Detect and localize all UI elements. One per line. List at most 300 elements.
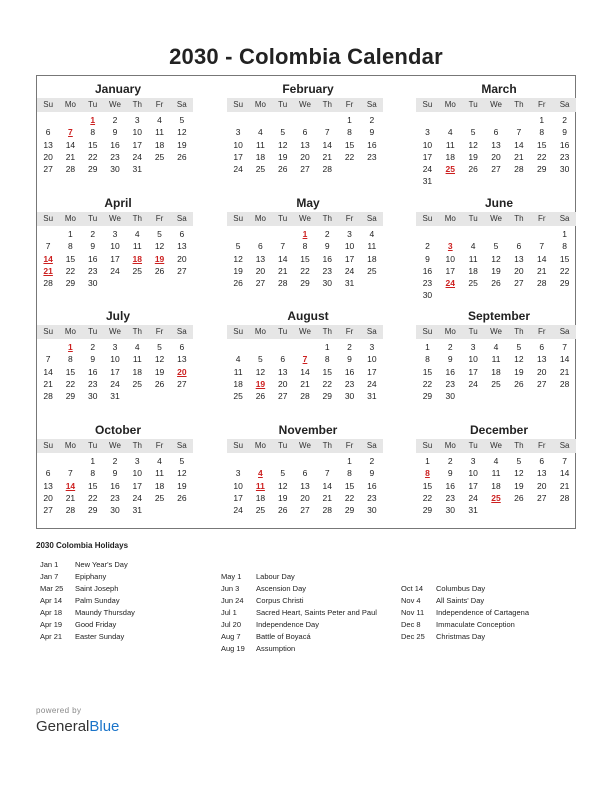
day-cell: 3 [235, 127, 241, 138]
day-cell: 12 [491, 253, 501, 264]
day-cell: 26 [154, 265, 165, 276]
day-cell: 3 [235, 468, 241, 479]
day-cell [37, 341, 59, 353]
day-cell: 10 [233, 139, 243, 150]
day-cell: 28 [277, 278, 288, 289]
weekday-header: We [490, 441, 502, 450]
day-cell: 30 [87, 278, 98, 289]
holiday-name: Saint Joseph [75, 584, 119, 593]
powered-by-text: powered by [36, 706, 82, 715]
day-cell: 19 [177, 139, 187, 150]
day-cell: 5 [157, 342, 162, 352]
day-cell: 12 [255, 366, 266, 377]
weekday-header: Su [233, 327, 244, 336]
month-january [37, 82, 193, 175]
weekday-header: Sa [176, 214, 187, 223]
holiday-name: Christmas Day [436, 632, 486, 641]
weeks [416, 114, 576, 188]
day-cell: 7 [68, 468, 73, 479]
weekday-header: Mo [254, 327, 266, 336]
week-row [37, 163, 193, 175]
day-cell: 22 [65, 378, 76, 389]
week-row [416, 480, 576, 492]
week-row [37, 341, 193, 353]
day-cell: 22 [344, 492, 355, 503]
weekday-header: Su [43, 100, 54, 109]
day-cell [462, 390, 485, 402]
day-cell: 26 [491, 278, 501, 289]
week-row [227, 139, 383, 151]
day-cell [294, 455, 316, 467]
day-cell: 19 [177, 480, 187, 491]
weekday-header: Tu [468, 100, 478, 109]
day-cell: 29 [422, 505, 433, 516]
day-cell: 24 [132, 151, 142, 162]
day-cell [104, 277, 126, 289]
month-february [227, 82, 383, 175]
day-cell [126, 277, 148, 289]
week-row [37, 492, 193, 504]
day-cell [294, 114, 316, 126]
weekday-header: We [109, 441, 121, 450]
day-cell [37, 114, 59, 126]
week-row [227, 253, 383, 265]
day-cell: 29 [65, 278, 76, 289]
day-cell: 19 [514, 366, 524, 377]
weekday-header-row [37, 98, 193, 112]
day-cell: 2 [324, 229, 330, 239]
week-row [416, 289, 576, 301]
day-cell: 4 [157, 115, 162, 125]
day-cell: 21 [65, 151, 76, 162]
day-cell [59, 114, 81, 126]
day-cell: 30 [344, 391, 355, 402]
day-cell [462, 114, 485, 126]
week-row [416, 139, 576, 151]
day-cell: 9 [447, 468, 453, 479]
weekday-header: Su [422, 214, 433, 223]
holiday-date: Dec 8 [401, 620, 421, 629]
day-cell: 23 [367, 492, 377, 503]
day-cell: 13 [491, 139, 501, 150]
day-cell [507, 175, 530, 187]
month-name: December [469, 423, 529, 437]
day-cell [37, 228, 59, 240]
calendar-grid [36, 75, 576, 529]
day-cell: 13 [300, 480, 310, 491]
weekday-header: Tu [468, 327, 478, 336]
day-cell: 6 [179, 229, 185, 239]
holiday-list-item [221, 595, 377, 607]
weekday-header: Mo [254, 100, 266, 109]
week-row [227, 353, 383, 365]
weekday-header: Tu [88, 327, 98, 336]
day-cell: 27 [536, 378, 547, 389]
day-cell: 2 [562, 115, 567, 125]
day-cell: 29 [65, 391, 76, 402]
day-cell: 14 [536, 253, 547, 264]
holiday-column-3 [401, 583, 529, 643]
day-cell: 28 [322, 505, 332, 516]
day-cell: 16 [110, 480, 120, 491]
day-cell: 5 [179, 115, 185, 125]
day-cell: 22 [422, 378, 433, 389]
day-cell: 9 [562, 127, 567, 138]
day-cell: 26 [468, 164, 478, 175]
day-cell: 3 [134, 115, 140, 125]
holiday-date: Jan 1 [40, 560, 59, 569]
holiday-list-item [221, 583, 377, 595]
day-cell: 16 [559, 139, 570, 150]
day-cell [439, 289, 462, 301]
holiday-name: Sacred Heart, Saints Peter and Paul [256, 608, 377, 617]
week-row [37, 265, 193, 277]
day-cell: 13 [43, 139, 53, 150]
day-cell: 17 [110, 253, 120, 264]
week-row [416, 366, 576, 378]
weekday-header: Th [514, 214, 524, 223]
day-cell [553, 289, 576, 301]
day-cell: 13 [536, 468, 547, 479]
weekday-header-row [416, 98, 576, 112]
day-cell: 4 [235, 354, 241, 365]
day-cell: 28 [322, 164, 332, 175]
weekday-header: Tu [468, 214, 478, 223]
day-cell: 5 [470, 127, 476, 138]
day-cell: 10 [132, 468, 142, 479]
weekday-header: Sa [176, 441, 187, 450]
day-cell: 12 [177, 127, 187, 138]
weekday-header: Fr [155, 100, 164, 109]
day-cell: 4 [447, 127, 453, 138]
weekday-header: Mo [444, 100, 456, 109]
week-row [37, 114, 193, 126]
week-row [227, 467, 383, 479]
weekday-header: We [490, 327, 502, 336]
day-cell: 11 [233, 366, 243, 377]
day-cell: 9 [90, 241, 96, 252]
weekday-header: Sa [366, 100, 377, 109]
day-cell: 14 [65, 139, 76, 150]
day-cell: 7 [539, 241, 545, 252]
day-cell: 30 [110, 164, 120, 175]
weeks [37, 341, 193, 402]
holiday-day-cell: 14 [43, 253, 53, 264]
weekday-header: Fr [155, 441, 164, 450]
holiday-list-item [221, 571, 377, 583]
day-cell: 28 [559, 378, 570, 389]
day-cell: 20 [491, 151, 501, 162]
day-cell: 11 [155, 127, 164, 138]
day-cell: 23 [322, 265, 332, 276]
holidays-title: 2030 Colombia Holidays [36, 541, 129, 550]
week-row [227, 151, 383, 163]
day-cell: 22 [559, 265, 570, 276]
month-may [227, 196, 383, 289]
day-cell: 8 [68, 354, 73, 365]
holiday-day-cell: 24 [445, 278, 456, 289]
holiday-day-cell: 19 [154, 253, 165, 264]
day-cell: 27 [514, 278, 524, 289]
day-cell: 8 [324, 354, 330, 365]
month-august [227, 309, 383, 402]
day-cell: 6 [179, 342, 185, 352]
day-cell: 16 [87, 366, 98, 377]
weekday-header: Sa [176, 100, 187, 109]
day-cell: 1 [324, 342, 330, 352]
week-row [416, 265, 576, 277]
weeks [227, 341, 383, 402]
day-cell: 11 [491, 354, 501, 365]
day-cell [507, 504, 530, 516]
day-cell: 30 [559, 164, 570, 175]
day-cell: 26 [177, 492, 187, 503]
holiday-date: Oct 14 [401, 584, 424, 593]
day-cell: 28 [65, 505, 76, 516]
month-name: September [467, 309, 531, 323]
day-cell: 17 [422, 151, 433, 162]
day-cell: 20 [300, 492, 310, 503]
day-cell: 12 [233, 253, 243, 264]
week-row [227, 240, 383, 252]
day-cell: 18 [468, 265, 478, 276]
month-name: May [296, 196, 320, 210]
day-cell: 11 [132, 241, 142, 252]
week-row [227, 126, 383, 138]
weekday-header-row [416, 212, 576, 226]
day-cell [485, 175, 508, 187]
day-cell: 12 [177, 468, 187, 479]
day-cell: 15 [87, 480, 98, 491]
day-cell: 22 [87, 492, 98, 503]
weeks [227, 455, 383, 516]
holiday-list-item [40, 583, 135, 595]
week-row [416, 240, 576, 252]
weekday-header: Tu [88, 441, 98, 450]
day-cell: 8 [90, 127, 96, 138]
day-cell: 7 [45, 354, 51, 365]
weekday-header: We [109, 214, 121, 223]
holiday-list-item [40, 559, 135, 571]
day-cell: 19 [468, 151, 478, 162]
day-cell: 22 [87, 151, 98, 162]
day-cell: 24 [233, 164, 243, 175]
holiday-name: Palm Sunday [75, 596, 120, 605]
holiday-date: Jul 20 [221, 620, 242, 629]
day-cell: 13 [277, 366, 288, 377]
day-cell: 8 [539, 127, 545, 138]
weekday-header-row [416, 439, 576, 453]
weekday-header: Tu [468, 441, 478, 450]
holiday-list-item [40, 571, 135, 583]
day-cell: 26 [177, 151, 187, 162]
weekday-header-row [227, 212, 383, 226]
day-cell: 23 [110, 492, 120, 503]
day-cell: 9 [112, 468, 118, 479]
day-cell: 15 [422, 366, 433, 377]
weekday-header: Mo [64, 327, 76, 336]
day-cell [37, 455, 59, 467]
day-cell: 21 [43, 378, 53, 389]
day-cell: 26 [233, 278, 243, 289]
day-cell: 4 [493, 456, 499, 466]
weekday-header: Th [322, 441, 332, 450]
day-cell: 8 [562, 241, 567, 252]
day-cell: 15 [322, 366, 332, 377]
week-row [416, 228, 576, 240]
holiday-date: Aug 19 [221, 644, 245, 653]
day-cell: 5 [179, 456, 185, 466]
day-cell: 10 [468, 354, 478, 365]
weekday-header: Fr [345, 327, 354, 336]
day-cell: 26 [154, 378, 165, 389]
day-cell: 27 [277, 391, 288, 402]
holiday-list-item [401, 583, 529, 595]
month-name: August [287, 309, 329, 323]
day-cell: 23 [87, 378, 98, 389]
holiday-date: Apr 21 [40, 632, 63, 641]
day-cell: 20 [43, 151, 53, 162]
day-cell: 16 [344, 366, 355, 377]
day-cell: 21 [536, 265, 547, 276]
month-november [227, 423, 383, 516]
day-cell [553, 504, 576, 516]
generalblue-logo[interactable] [36, 718, 119, 735]
day-cell: 18 [491, 480, 501, 491]
week-row [416, 455, 576, 467]
day-cell: 7 [324, 468, 330, 479]
day-cell: 23 [445, 378, 456, 389]
weekday-header: Fr [155, 214, 164, 223]
day-cell: 7 [280, 241, 286, 252]
day-cell [361, 163, 383, 175]
weekday-header: We [299, 327, 311, 336]
day-cell: 17 [132, 480, 142, 491]
holiday-date: Jan 7 [40, 572, 59, 581]
day-cell [148, 277, 170, 289]
holiday-day-cell: 25 [491, 492, 501, 503]
weekday-header: Mo [444, 214, 456, 223]
day-cell: 22 [536, 151, 547, 162]
weekday-header: Su [422, 100, 433, 109]
day-cell [507, 228, 530, 240]
week-row [416, 492, 576, 504]
holiday-list-item [221, 631, 377, 643]
day-cell: 6 [302, 127, 308, 138]
day-cell: 11 [155, 468, 164, 479]
day-cell: 30 [87, 391, 98, 402]
day-cell: 15 [559, 253, 570, 264]
weekday-header: Fr [537, 214, 546, 223]
day-cell: 18 [154, 139, 165, 150]
week-row [227, 277, 383, 289]
week-row [416, 163, 576, 175]
day-cell: 30 [110, 505, 120, 516]
day-cell: 16 [422, 265, 433, 276]
week-row [37, 353, 193, 365]
day-cell: 2 [112, 115, 118, 125]
day-cell: 10 [367, 354, 377, 365]
weeks [416, 341, 576, 402]
weekday-header-row [227, 98, 383, 112]
weekday-header: Th [514, 100, 524, 109]
week-row [37, 467, 193, 479]
week-row [37, 366, 193, 378]
holiday-date: May 1 [221, 572, 242, 581]
day-cell [485, 289, 508, 301]
day-cell [361, 277, 383, 289]
day-cell: 17 [132, 139, 142, 150]
day-cell: 1 [562, 229, 567, 239]
weekday-header: Sa [366, 214, 377, 223]
day-cell: 21 [559, 366, 570, 377]
day-cell: 30 [422, 290, 433, 301]
day-cell: 2 [90, 229, 96, 239]
weekday-header: Su [43, 214, 54, 223]
day-cell: 5 [493, 241, 499, 252]
holiday-day-cell: 19 [255, 378, 266, 389]
day-cell: 23 [87, 265, 98, 276]
day-cell: 6 [493, 127, 499, 138]
page-title: 2030 - Colombia Calendar [169, 44, 443, 69]
day-cell: 15 [65, 366, 76, 377]
holiday-name: Good Friday [75, 620, 117, 629]
week-row [416, 277, 576, 289]
week-row [227, 390, 383, 402]
day-cell: 24 [468, 492, 478, 503]
week-row [37, 480, 193, 492]
day-cell: 31 [110, 391, 120, 402]
month-june [416, 196, 576, 302]
day-cell: 4 [493, 342, 499, 352]
day-cell: 15 [65, 253, 76, 264]
holiday-date: Dec 25 [401, 632, 425, 641]
day-cell: 25 [255, 164, 266, 175]
day-cell: 20 [514, 265, 524, 276]
week-row [37, 151, 193, 163]
day-cell: 27 [177, 265, 187, 276]
week-row [416, 175, 576, 187]
day-cell: 1 [68, 229, 73, 239]
week-row [227, 265, 383, 277]
weekday-header: Th [514, 441, 524, 450]
day-cell [553, 390, 576, 402]
day-cell: 12 [154, 241, 165, 252]
day-cell: 6 [280, 354, 286, 365]
day-cell [59, 455, 81, 467]
day-cell: 12 [154, 354, 165, 365]
day-cell: 1 [90, 456, 96, 466]
weekday-header: Su [233, 441, 244, 450]
weeks [37, 114, 193, 175]
month-september [416, 309, 576, 402]
month-name: June [484, 196, 513, 210]
day-cell: 13 [536, 354, 547, 365]
day-cell [272, 228, 294, 240]
day-cell: 3 [112, 229, 118, 239]
day-cell: 29 [87, 164, 98, 175]
weekday-header: Tu [278, 327, 288, 336]
day-cell: 21 [514, 151, 524, 162]
day-cell: 15 [300, 253, 310, 264]
day-cell: 10 [110, 354, 120, 365]
day-cell [148, 504, 170, 516]
day-cell: 18 [233, 378, 243, 389]
weekday-header: We [299, 441, 311, 450]
weekday-header: We [299, 100, 311, 109]
week-row [416, 504, 576, 516]
week-row [227, 228, 383, 240]
